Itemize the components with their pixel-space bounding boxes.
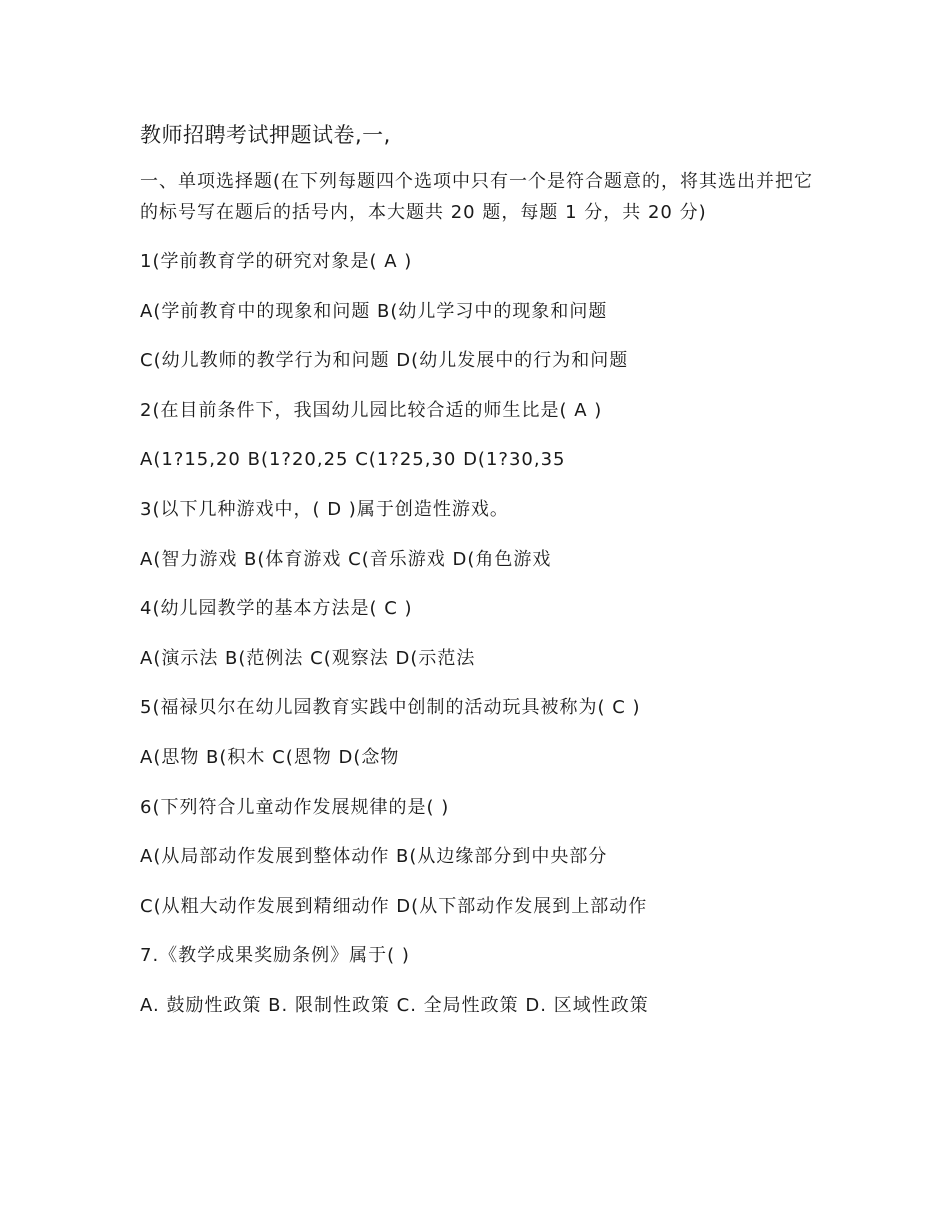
question-2: 2(在目前条件下，我国幼儿园比较合适的师生比是( A ) (140, 399, 603, 421)
question-4-options: A(演示法 B(范例法 C(观察法 D(示范法 (140, 647, 476, 669)
question-6-options-cd: C(从粗大动作发展到精细动作 D(从下部动作发展到上部动作 (140, 895, 648, 917)
question-5-options: A(思物 B(积木 C(恩物 D(念物 (140, 746, 400, 768)
question-6-options-ab: A(从局部动作发展到整体动作 B(从边缘部分到中央部分 (140, 846, 608, 868)
question-7-options: A. 鼓励性政策 B. 限制性政策 C. 全局性政策 D. 区域性政策 (140, 994, 649, 1016)
section-heading: 一、单项选择题(在下列每题四个选项中只有一个是符合题意的，将其选出并把它的标号写在题后的括号内，本大题共 20 题，每题 1 分，共 20 分) (140, 171, 814, 223)
question-1-options-cd: C(幼儿教师的教学行为和问题 D(幼儿发展中的行为和问题 (140, 350, 629, 372)
question-1-options-ab: A(学前教育中的现象和问题 B(幼儿学习中的现象和问题 (140, 300, 608, 322)
document-content (140, 118, 820, 1040)
question-5: 5(福禄贝尔在幼儿园教育实践中创制的活动玩具被称为( C ) (140, 697, 641, 719)
question-6: 6(下列符合儿童动作发展规律的是( ) (140, 796, 450, 818)
question-4: 4(幼儿园教学的基本方法是( C ) (140, 598, 413, 620)
question-2-options: A(1?15,20 B(1?20,25 C(1?25,30 D(1?30,35 (140, 449, 566, 471)
question-7: 7.《教学成果奖励条例》属于( ) (140, 945, 410, 967)
question-3: 3(以下几种游戏中，( D )属于创造性游戏。 (140, 498, 509, 520)
page-title: 教师招聘考试押题试卷,一, (140, 123, 391, 147)
question-3-options: A(智力游戏 B(体育游戏 C(音乐游戏 D(角色游戏 (140, 548, 552, 570)
question-1: 1(学前教育学的研究对象是( A ) (140, 251, 413, 272)
